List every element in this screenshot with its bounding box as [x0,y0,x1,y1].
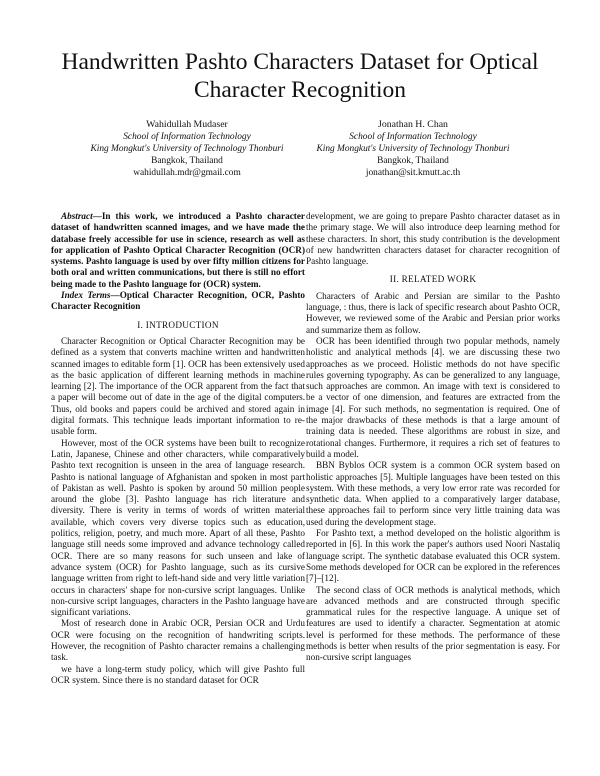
author-location: Bangkok, Thailand [151,156,223,166]
abstract-text: —In this work, we introduced a Pashto character dataset of handwritten scanned images, and we have made the database freely accessible for use in science, research as well as for application of Pashto Optical Character Recognition (OCR) systems. Pashto language is used by over fifty million citizens for both oral and written communications, but there is still no effort being made to the Pashto language for (OCR) system. [51,211,305,289]
paper-title [40,48,560,104]
index-terms-text: —Optical Character Recognition, OCR, Pashto Character Recognition [51,290,306,312]
author-name: Jonathan H. Chan [378,119,448,130]
intro-paragraph: Most of research done in Arabic OCR, Persian OCR and Urdu OCR were focusing on the recognition of handwriting scripts. However, the recognition of Pashto character remains a challenging task. [51,618,305,663]
intro-paragraph: we have a long-term study policy, which will give Pashto full OCR system. Since there is no standard dataset for OCR [51,663,305,685]
abstract-label: Abstract [61,211,93,221]
author-email: wahidullah.mdr@gmail.com [133,168,241,178]
section-numeral: I. [137,319,144,330]
left-column [51,211,305,686]
intro-continuation: development, we are going to prepare Pashto character dataset as in the primary stage. We will also introduce deep learning method for these characters. In short, this study contribution is the development of new handwritten characters dataset for character recognition of Pashto language. [306,211,560,267]
author-block-2 [288,119,538,179]
author-school: School of Information Technology [349,132,477,142]
author-email: jonathan@sit.kmutt.ac.th [365,168,461,178]
right-column [306,211,560,664]
related-paragraph: Characters of Arabic and Persian are similar to the Pashto language, : thus, there is lack of specific research about Pashto OCR, However, we reviewed some of the Arabic and Persian prior works and summarize them as follow. [306,290,560,335]
index-terms [51,290,305,313]
author-name: Wahidullah Mudaser [146,119,228,130]
related-paragraph: For Pashto text, a method developed on the holistic algorithm is reported in [6]. In this work the paper's authors used Noori Nastaliq language script. The synthetic database evaluated this OCR system. Some methods developed for OCR can be explored in the references [7]–[12]. [306,528,560,584]
section-heading-introduction [51,320,305,331]
related-paragraph: The second class of OCR methods is analytical methods, which are advanced methods and are constructed through specific grammatical rules for the respective language. A unique set of features are used to identify a character. Segmentation at atomic level is performed for these methods. The performance of these methods is better when results of the prior segmentation is easy. For non-cursive script languages [306,584,560,663]
index-terms-label: Index Terms [61,290,111,301]
section-heading-related-work: II. RELATED WORK [389,274,477,285]
section-title-rest: NTRODUCTION [149,319,219,330]
author-block-1 [62,119,312,179]
related-paragraph: BBN Byblos OCR system is a common OCR system based on holistic approaches [5]. Multiple languages have been tested on this system. With these methods, a very low error rate was recorded for synthetic data. When applied to a comparatively larger database, these approaches fail to perform since very little training data was used during the development stage. [306,460,560,527]
title-line-1: Handwritten Pashto Characters Dataset for Optical [61,49,539,75]
abstract [51,211,305,290]
author-location: Bangkok, Thailand [377,156,449,166]
author-school: School of Information Technology [123,132,251,142]
author-university: King Mongkut's University of Technology Thonburi [316,144,510,154]
related-paragraph: OCR has been identified through two popular methods, namely holistic and analytical methods [4]. we are discussing these two approaches as we proceed. Holistic methods do not have specific rules governing typography. As can be generalized to any language, such approaches are common. An image with text is considered to be a vector of one dimension, and features are extracted from the image [4]. For such methods, no segmentation is required. One of the major drawbacks of these methods is that a large amount of training data is needed. These algorithms are robust in size, and rotational changes. Furthermore, it requires a rich set of features to build a model. [306,335,560,459]
title-line-2: Character Recognition [193,77,407,103]
intro-paragraph: Character Recognition or Optical Character Recognition may be defined as a system that converts machine written and handwritten scanned images to editable form [1]. OCR has been extensively used as the basic application of different learning methods in machine learning [2]. The importance of the OCR apparent from the fact that a paper will become out of date in the age of the digital computers. Thus, old books and papers could be archived and stored again in digital formats. This technique leads important information to re-usable form. [51,335,305,437]
intro-paragraph: However, most of the OCR systems have been built to recognize Latin, Japanese, Chinese and other characters, while comparatively Pashto text recognition is unseen in the area of language research. Pashto is national language of Afghanistan and spoken in most part of Pakistan as well. Pashto is spoken by around 50 million people around the globe [3]. Pashto language has rich literature and diversity. There is verity in terms of words of written material available, which covers very diverse topics such as education, politics, religion, poetry, and much more. Apart of all these, Pashto language still needs some improved and advance technology called OCR. There are so many reasons for such unseen and lake of advance system (OCR) for Pashto language, such as its cursive language written from right to left-hand side and very little variation occurs in characters' shape for non-cursive script languages. Unlike non-cursive script languages, characters in the Pashto language have significant variations. [51,437,305,618]
author-university: King Mongkut's University of Technology Thonburi [90,144,284,154]
section-initial: I [145,319,150,330]
